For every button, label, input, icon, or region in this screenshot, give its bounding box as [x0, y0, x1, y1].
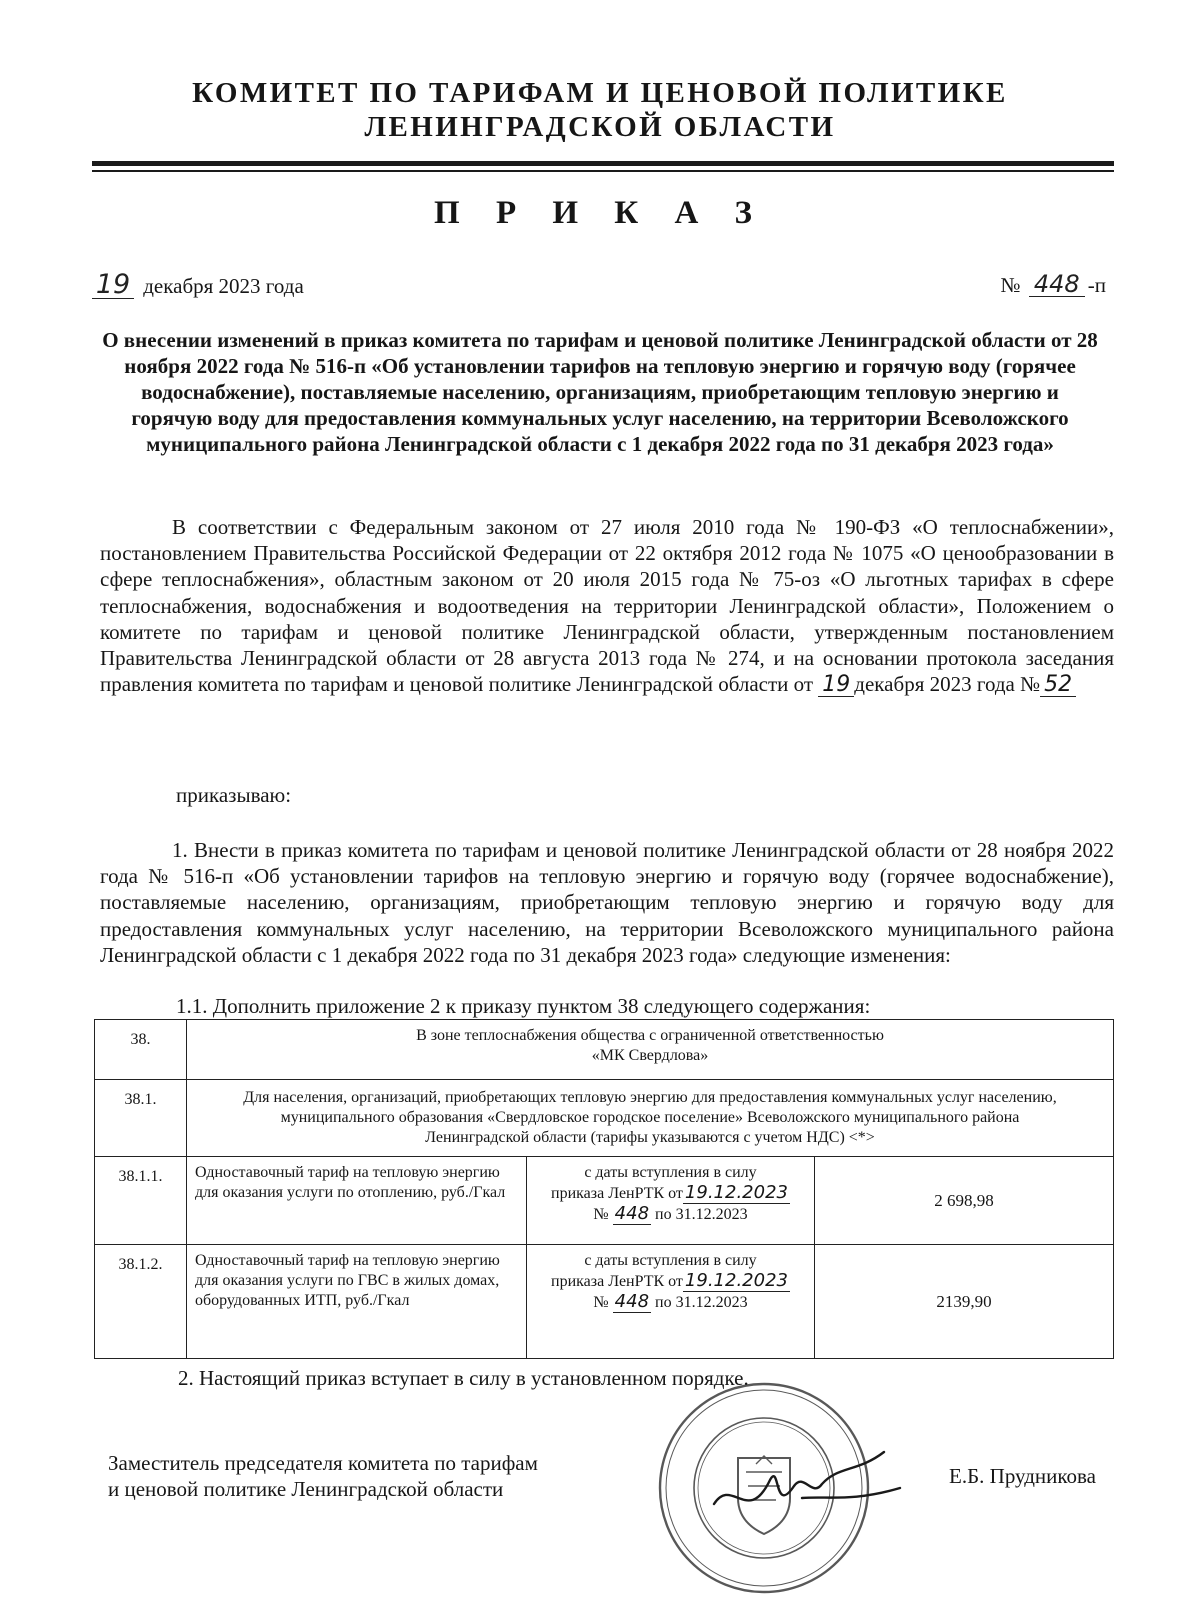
table-row	[95, 1020, 1114, 1080]
period-line3	[535, 1204, 806, 1225]
handwritten-order-number: 448	[614, 1291, 650, 1312]
signer-position-line2: и ценовой политике Ленинградской области	[108, 1477, 504, 1501]
document-date	[92, 269, 304, 300]
period-order-ref: приказа ЛенРТК от	[551, 1273, 683, 1290]
order-word: приказываю:	[176, 783, 292, 807]
period-end: по 31.12.2023	[655, 1294, 748, 1311]
handwritten-date-day: 19	[92, 272, 134, 299]
handwritten-order-number: 448	[614, 1203, 650, 1224]
signer-position-line1: Заместитель председателя комитета по тарифам	[108, 1451, 538, 1475]
supply-zone-line2: «МК Свердлова»	[591, 1047, 709, 1064]
document-type-title: П Р И К А З	[434, 195, 766, 231]
handwritten-protocol-number: 52	[1040, 674, 1076, 697]
period-line1: с даты вступления в силу	[584, 1252, 757, 1269]
period-line1: с даты вступления в силу	[584, 1164, 757, 1181]
handwritten-protocol-day: 19	[818, 674, 854, 697]
handwritten-document-number: 448	[1029, 272, 1085, 297]
document-number	[1000, 272, 1106, 298]
number-suffix: -п	[1087, 273, 1106, 297]
official-stamp-with-signature	[652, 1376, 912, 1598]
period-line2	[535, 1183, 806, 1204]
legal-basis-text: В соответствии с Федеральным законом от 27 июля 2010 года № 190-ФЗ «О теплоснабжении», постановлением Правительства Российской Федерации от 22 октября 2012 года № 1075 «О ценообразовании в сфере теплоснабжения», областным законом от 20 июля 2015 года № 75-оз «О льготных тарифах в сфере теплоснабжения, водоснабжения и водоотведения на территории Ленинградской области», Положением о комитете по тарифам и ценовой политике Ленинградской области, утвержденным постановлением Правительства Ленинградской области от 28 августа 2013 года № 274, и на основании протокола заседания правления комитета по тарифам и ценовой политике Ленинградской области от	[100, 515, 1114, 697]
consumer-group-description: Для населения, организаций, приобретающих тепловую энергию для предоставления коммунальных услуг населению, муниципального образования «Свердловское городское поселение» Всеволожского муниципального района Ленинградской области (тарифы указываются с учетом НДС) <*>	[187, 1080, 1114, 1157]
tariff-value: 2 698,98	[815, 1157, 1114, 1245]
handwritten-order-date: 19.12.2023	[684, 1182, 788, 1203]
tariff-table	[94, 1019, 1114, 1359]
item-1-1-paragraph: 1.1. Дополнить приложение 2 к приказу пунктом 38 следующего содержания:	[176, 994, 871, 1018]
header-divider-thin	[92, 170, 1114, 172]
period-order-ref: приказа ЛенРТК от	[551, 1185, 683, 1202]
row-number: 38.1.1.	[95, 1157, 187, 1245]
tariff-value: 2139,90	[815, 1245, 1114, 1359]
signer-position	[108, 1450, 668, 1502]
header-divider-thick	[92, 161, 1114, 166]
table-row	[95, 1245, 1114, 1359]
stamp-seal	[660, 1384, 868, 1592]
row-number: 38.1.	[95, 1080, 187, 1157]
period-number-sign: №	[593, 1294, 609, 1311]
tariff-period	[527, 1157, 815, 1245]
organization-name	[0, 76, 1200, 144]
period-line2	[535, 1271, 806, 1292]
number-sign: №	[1000, 273, 1021, 297]
handwritten-signature	[714, 1452, 900, 1504]
organization-name-line1: КОМИТЕТ ПО ТАРИФАМ И ЦЕНОВОЙ ПОЛИТИКЕ	[192, 77, 1008, 109]
period-line3	[535, 1292, 806, 1313]
row-number: 38.	[95, 1020, 187, 1080]
signer-name: Е.Б. Прудникова	[949, 1464, 1096, 1488]
tariff-period	[527, 1245, 815, 1359]
period-number-sign: №	[593, 1206, 609, 1223]
item-2-paragraph: 2. Настоящий приказ вступает в силу в установленном порядке.	[178, 1366, 749, 1390]
item-1-paragraph: 1. Внести в приказ комитета по тарифам и ценовой политике Ленинградской области от 28 ноября 2022 года № 516-п «Об установлении тарифов на тепловую энергию и горячую воду (горячее водоснабжение), поставляемые населению, организациям, приобретающим тепловую энергию и горячую воду для предоставления коммунальных услуг населению, на территории Всеволожского муниципального района Ленинградской области с 1 декабря 2022 года по 31 декабря 2023 года» следующие изменения:	[100, 838, 1114, 967]
tariff-description: Одноставочный тариф на тепловую энергию для оказания услуги по ГВС в жилых домах, оборудованных ИТП, руб./Гкал	[187, 1245, 527, 1359]
organization-name-line2: ЛЕНИНГРАДСКОЙ ОБЛАСТИ	[364, 111, 836, 143]
date-month-year: декабря 2023 года	[143, 274, 304, 298]
supply-zone-header	[187, 1020, 1114, 1080]
supply-zone-line1: В зоне теплоснабжения общества с ограниченной ответственностью	[416, 1027, 884, 1044]
legal-basis-date-tail: декабря 2023 года №	[854, 672, 1041, 697]
table-row	[95, 1157, 1114, 1245]
period-end: по 31.12.2023	[655, 1206, 748, 1223]
document-subject: О внесении изменений в приказ комитета по тарифам и ценовой политике Ленинградской области от 28 ноября 2022 года № 516-п «Об установлении тарифов на тепловую энергию и горячую воду (горячее водоснабжение), поставляемые населению, организациям, приобретающим тепловую энергию и горячую воду для предоставления коммунальных услуг населению, на территории Всеволожского муниципального района Ленинградской области с 1 декабря 2022 года по 31 декабря 2023 года»	[102, 328, 1098, 456]
row-number: 38.1.2.	[95, 1245, 187, 1359]
table-row	[95, 1080, 1114, 1157]
handwritten-order-date: 19.12.2023	[684, 1270, 788, 1291]
tariff-description: Одноставочный тариф на тепловую энергию для оказания услуги по отоплению, руб./Гкал	[187, 1157, 527, 1245]
legal-basis-paragraph	[100, 514, 1114, 697]
